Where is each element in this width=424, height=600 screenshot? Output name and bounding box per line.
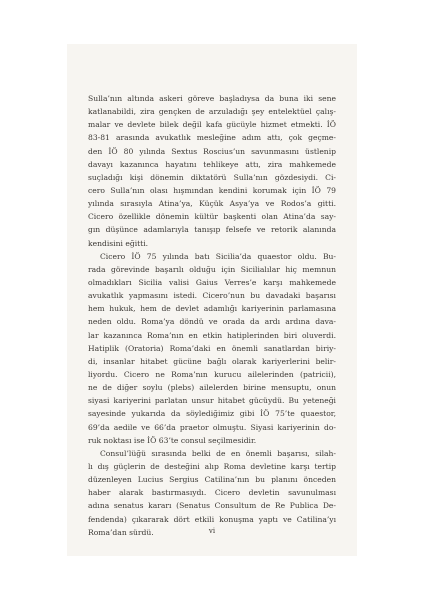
- text-line: sayesinde yukarıda da söylediğimiz gibi İÖ 75’te quaestor,: [88, 409, 336, 419]
- text-line: katlanabildi, zira gençken de arzuladığı şey entelektüel çalış-: [88, 107, 336, 117]
- text-line: 83-81 arasında avukatlık mesleğine adım attı, çok geçme-: [88, 133, 336, 143]
- text-line: Hatiplik (Oratoria) Roma’daki en önemli sanatlardan biriy-: [88, 343, 336, 353]
- paragraph-3: [88, 447, 336, 539]
- text-line: cero Sulla’nın olası hışmından kendini korumak için İÖ 79: [88, 185, 336, 195]
- text-line: yılında sırasıyla Atina’ya, Küçük Asya’ya ve Rodos’a gitti.: [88, 199, 336, 209]
- text-line: kendisini eğitti.: [88, 238, 149, 248]
- text-line: lar kazanınca Roma’nın en etkin hatiplerinden biri oluverdi.: [88, 330, 336, 340]
- text-line: Cicero İÖ 75 yılında batı Sicilia’da quaestor oldu. Bu-: [100, 251, 336, 261]
- text-line: davayı kazanınca hayatını tehlikeye attı, zira mahkemede: [88, 159, 336, 169]
- body-text: [88, 92, 336, 539]
- text-line: lı dış güçlerin de desteğini alıp Roma devletine karşı tertip: [88, 461, 336, 471]
- text-line: gın düşünce adamlarıyla tanışıp felsefe ve retorik alanında: [88, 225, 336, 235]
- text-line: neden oldu. Roma’ya döndü ve orada da ardı ardına dava-: [88, 317, 336, 327]
- text-line: hem hukuk, hem de devlet adamlığı kariyerinin parlamasına: [88, 304, 336, 314]
- text-line: rada görevinde başarılı olduğu için Sicilialılar hiç memnun: [88, 264, 336, 274]
- text-line: 69’da aedile ve 66’da praetor olmuştu. Siyasi kariyerinin do-: [88, 422, 336, 432]
- text-line: liyordu. Cicero ne Roma’nın kurucu ailelerinden (patricii),: [88, 369, 336, 379]
- text-line: ruk noktası ise İÖ 63’te consul seçilmesidir.: [88, 435, 257, 445]
- text-line: düzenleyen Lucius Sergius Catilina’nın bu planını önceden: [88, 475, 336, 485]
- text-line: fendenda) çıkararak dört etkili konuşma yaptı ve Catilina’yı: [88, 514, 336, 524]
- text-line: suçladığı kişi dönemin diktatörü Sulla’nın gözdesiydi. Ci-: [88, 172, 336, 182]
- text-line: siyasi kariyerini parlatan unsur hitabet gücüydü. Bu yeteneği: [88, 396, 336, 406]
- text-line: olmadıkları Sicilia valisi Gaius Verres’e karşı mahkemede: [88, 277, 336, 287]
- text-line: adına senatus kararı (Senatus Consultum de Re Publica De-: [88, 501, 336, 511]
- paragraph-2: [88, 250, 336, 447]
- text-line: haber alarak bastırmasıydı. Cicero devletin savunulması: [88, 488, 336, 498]
- text-line: Roma’dan sürdü.: [88, 527, 154, 537]
- paragraph-1: [88, 92, 336, 250]
- text-line: den İÖ 80 yılında Sextus Roscius’un savunmasını üstlenip: [88, 146, 336, 156]
- text-line: malar ve devlete bilek değil kafa gücüyle hizmet etmekti. İÖ: [88, 120, 336, 130]
- text-line: ne de diğer soylu (plebs) ailelerden birine mensuptu, onun: [88, 383, 336, 393]
- text-line: Cicero özellikle dönemin kültür başkenti olan Atina’da say-: [88, 212, 336, 222]
- text-line: avukatlık yapmasını istedi. Cicero’nun bu davadaki başarısı: [88, 291, 336, 301]
- page-number: vi: [208, 527, 216, 535]
- text-line: di, insanlar hitabet gücüne bağlı olarak kariyerlerini belir-: [88, 356, 336, 366]
- text-line: Consul’lüğü sırasında belki de en önemli başarısı, silah-: [100, 448, 336, 458]
- text-line: Sulla’nın altında askeri göreve başladıysa da buna iki sene: [88, 94, 336, 103]
